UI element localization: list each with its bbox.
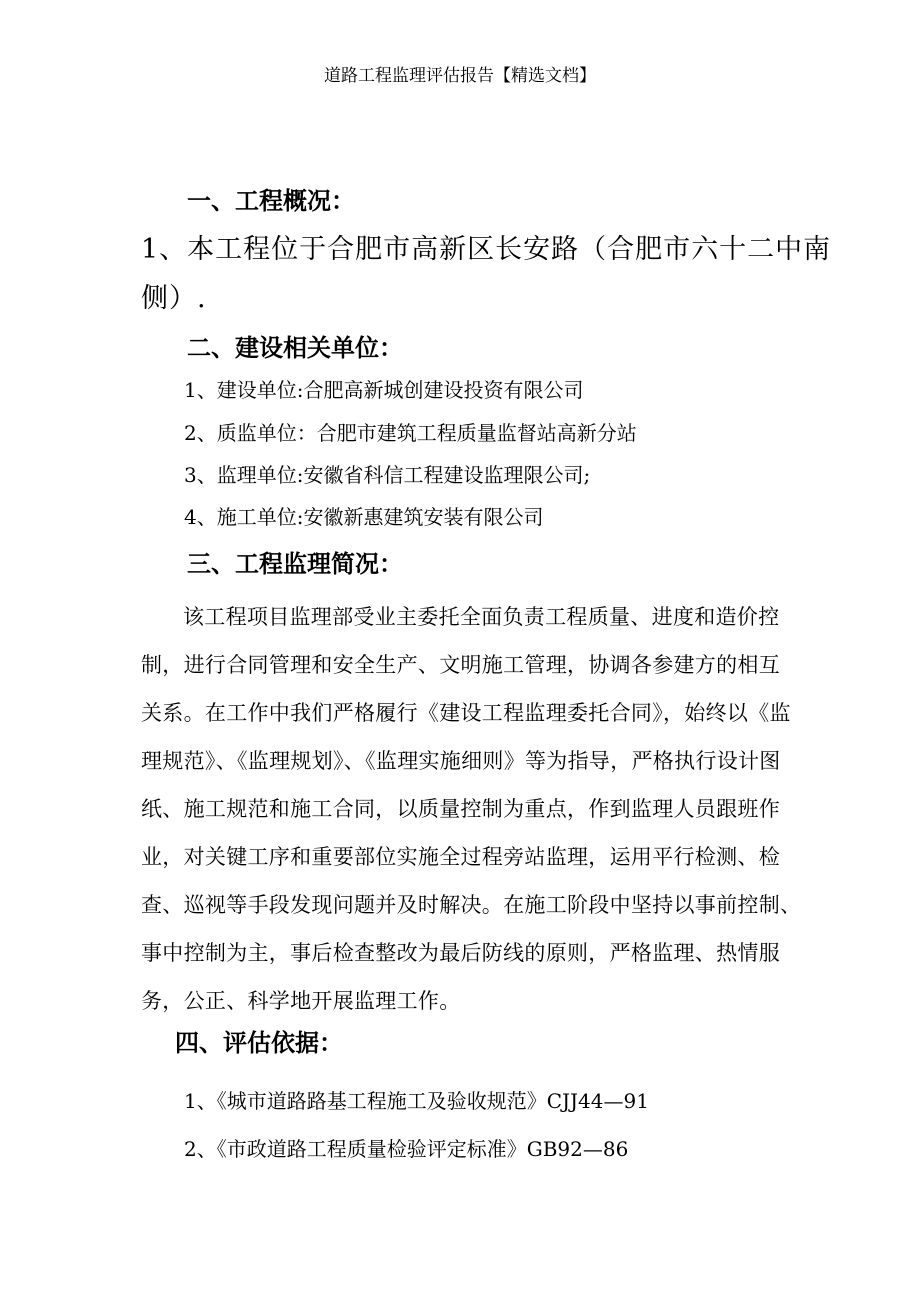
section4-heading: 四、评估依据： bbox=[175, 1028, 343, 1057]
section3-line-3: 关系。在工作中我们严格履行《建设工程监理委托合同》，始终以《监 bbox=[141, 701, 791, 725]
section3-line-6: 业，对关键工序和重要部位实施全过程旁站监理，运用平行检测、检 bbox=[141, 845, 780, 869]
section1-line-1: 1、本工程位于合肥市高新区长安路（合肥市六十二中南 bbox=[141, 234, 832, 265]
section2-item-4: 4、施工单位:安徽新惠建筑安装有限公司 bbox=[184, 505, 544, 529]
page-header: 道路工程监理评估报告【精选文档】 bbox=[324, 66, 596, 86]
section4-item-2: 2、《市政道路工程质量检验评定标准》GB92—86 bbox=[184, 1137, 629, 1161]
section4-item-1: 1、《城市道路路基工程施工及验收规范》CJJ44—91 bbox=[184, 1089, 649, 1113]
section1-heading: 一、工程概况： bbox=[187, 186, 355, 215]
section3-line-4: 理规范》、《监理规划》、《监理实施细则》等为指导，严格执行设计图 bbox=[141, 749, 781, 773]
section3-line-7: 查、巡视等手段发现问题并及时解决。在施工阶段中坚持以事前控制、 bbox=[141, 893, 802, 917]
section3-heading: 三、工程监理简况： bbox=[187, 549, 403, 578]
section2-heading: 二、建设相关单位： bbox=[187, 333, 403, 362]
section2-item-3: 3、监理单位:安徽省科信工程建设监理限公司; bbox=[184, 463, 591, 487]
section2-item-1: 1、建设单位:合肥高新城创建设投资有限公司 bbox=[184, 378, 584, 402]
section3-line-5: 纸、施工规范和施工合同，以质量控制为重点，作到监理人员跟班作 bbox=[141, 797, 780, 821]
section3-line-9: 务，公正、科学地开展监理工作。 bbox=[141, 989, 461, 1013]
section2-item-2: 2、质监单位：合肥市建筑工程质量监督站高新分站 bbox=[184, 421, 637, 445]
section3-line-8: 事中控制为主，事后检查整改为最后防线的原则，严格监理、热情服 bbox=[141, 941, 780, 965]
section3-line-1: 该工程项目监理部受业主委托全面负责工程质量、进度和造价控 bbox=[183, 605, 780, 629]
section1-line-2: 侧）. bbox=[141, 283, 207, 314]
section3-line-2: 制，进行合同管理和安全生产、文明施工管理，协调各参建方的相互 bbox=[141, 653, 780, 677]
